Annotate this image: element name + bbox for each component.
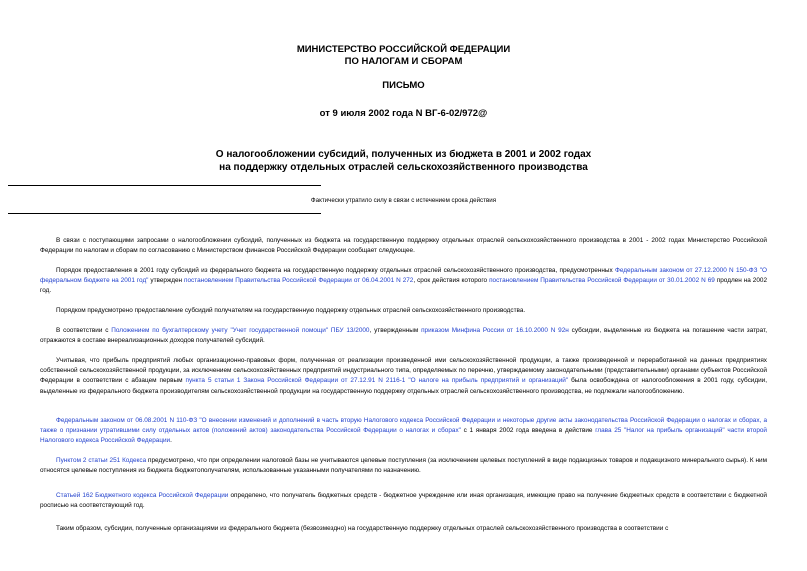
paragraph-7-text: предусмотрено, что при определении налоговой базы не учитываются целевые поступления (за исключением целевых поступлений в виде подакцизных товаров и подакцизного минерального сырья). К ним относятся целевые поступления из бюджета бюджетополучателям, использованные указанными получателями по назначению.: [40, 457, 767, 475]
paragraph-8: [40, 491, 767, 511]
document-title-line2: на поддержку отдельных отраслей сельскохозяйственного производства: [219, 162, 588, 173]
paragraph-2-text: продлен на 2002 год.: [40, 277, 768, 295]
paragraph-3: Порядком предусмотрено предоставление субсидий получателям на государственную поддержку отдельных отраслей сельскохозяйственного производства.: [56, 307, 526, 314]
paragraph-6-text: с 1 января 2002 года введена в действие: [460, 427, 596, 435]
status-note: Фактически утратило силу в связи с истечением срока действия: [310, 197, 497, 204]
divider-top: [8, 185, 321, 186]
paragraph-2-text: утвержден: [148, 277, 185, 285]
document-type: ПИСЬМО: [382, 80, 425, 91]
ministry-name-line1: МИНИСТЕРСТВО РОССИЙСКОЙ ФЕДЕРАЦИИ: [296, 44, 511, 55]
paragraph-7: [40, 456, 767, 476]
document-date-number: от 9 июля 2002 года N ВГ-6-02/972@: [319, 108, 488, 119]
paragraph-6-text: .: [170, 437, 172, 445]
link-decree-69[interactable]: постановлением Правительства Российской Федерации от 30.01.2002 N 69: [489, 277, 715, 285]
paragraph-8-text: определено, что получатель бюджетных средств - бюджетное учреждение или иная организация, имеющие право на получение бюджетных средств в соответствии с бюджетной росписью на соответствующий год.: [40, 492, 767, 510]
link-tax-code-chapter-25[interactable]: глава 25 "Налог на прибыль организаций" части второй Налогового кодекса Российской Федерации: [40, 427, 767, 445]
link-tax-code-article-251[interactable]: Пунктом 2 статьи 251 Кодекса: [56, 457, 147, 464]
paragraph-4-text: , утвержденным: [369, 327, 422, 334]
paragraph-6: [40, 416, 767, 447]
link-pbu-13-2000[interactable]: Положением по бухгалтерскому учету "Учет государственной помощи" ПБУ 13/2000: [111, 327, 370, 334]
link-federal-law-150fz[interactable]: Федеральным законом от 27.12.2000 N 150-ФЗ "О федеральном бюджете на 2001 год": [40, 267, 767, 285]
link-minfin-order-92n[interactable]: приказом Минфина России от 16.10.2000 N 92н: [421, 327, 569, 334]
ministry-name-line2: ПО НАЛОГАМ И СБОРАМ: [344, 56, 463, 67]
paragraph-4: [40, 326, 767, 346]
paragraph-2-text: Порядок предоставления в 2001 году субсидий из федерального бюджета на государственную поддержку отдельных отраслей сельскохозяйственного производства, предусмотренных: [56, 267, 615, 274]
paragraph-4-text: В соответствии с: [56, 327, 112, 334]
paragraph-5: [40, 356, 767, 397]
document-title-line1: О налогообложении субсидий, полученных из бюджета в 2001 и 2002 годах: [215, 149, 592, 160]
paragraph-2: [40, 266, 767, 297]
link-decree-272[interactable]: постановлением Правительства Российской Федерации от 06.04.2001 N 272: [184, 277, 414, 285]
paragraph-2-text: , срок действия которого: [413, 277, 490, 285]
divider-bottom: [8, 213, 321, 214]
paragraph-4-text: субсидии, выделенные из бюджета на погашение части затрат, отражаются в составе внереализационных доходов получателей субсидий.: [40, 327, 767, 345]
paragraph-1: В связи с поступающими запросами о налогообложении субсидий, полученных из бюджета на государственную поддержку отдельных отраслей сельскохозяйственного производства в 2001 - 2002 годах Министерство Российской Федерации по налогам и сборам по согласованию с Министерством финансов Российской Федерации сообщает следующее.: [40, 237, 767, 255]
paragraph-9: Таким образом, субсидии, полученные организациями из федерального бюджета (безвозмездно) на государственную поддержку отдельных отраслей сельскохозяйственного производства в соответствии с: [56, 525, 669, 532]
paragraph-5-text: была освобождена от налогообложения в 2001 году, субсидии, выделенные из федерального бюджета производителям сельскохозяйственной продукции на государственную поддержку отдельных отраслей сельскохозяйственного производства, не подлежали налогообложению.: [40, 377, 767, 395]
link-federal-law-110fz[interactable]: Федеральным законом от 06.08.2001 N 110-ФЗ "О внесении изменений и дополнений в часть вторую Налогового кодекса Российской Федерации и некоторые другие акты законодательства Российской Федерации о налогах и сборах, а также о признании утратившими силу отдельных актов (положений актов) законодательства Российской Федерации о налогах и сборах": [40, 417, 767, 435]
link-law-2116-1[interactable]: пункта 5 статьи 1 Закона Российской Федерации от 27.12.91 N 2116-1 "О налоге на прибыль предприятий и организаций": [185, 377, 569, 385]
paragraph-5-text: Учитывая, что прибыль предприятий любых организационно-правовых форм, полученная от реализации произведенной ими сельскохозяйственной продукции, а также произведенной и переработанной на данных предприятиях собственной сельскохозяйственной продукции, за исключением сельскохозяйственных предприятий индустриального типа, определяемых по перечню, утверждаемому законодательными (представительными) органами субъектов Российской Федерации в соответствии с абзацем первым: [40, 357, 767, 385]
link-budget-code-article-162[interactable]: Статьей 162 Бюджетного кодекса Российской Федерации: [56, 492, 229, 499]
